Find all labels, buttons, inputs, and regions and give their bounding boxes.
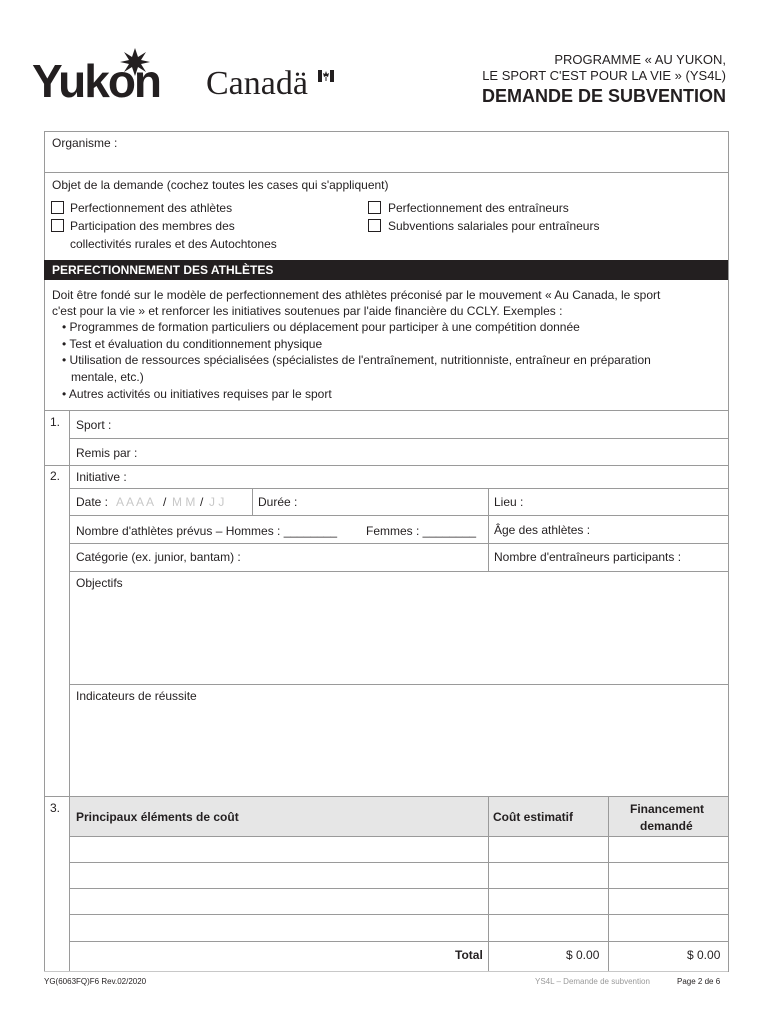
- divider: [69, 862, 728, 863]
- objectifs-textarea[interactable]: [74, 592, 726, 684]
- femmes-label: Femmes : ________: [366, 524, 477, 538]
- item2-number: 2.: [50, 469, 61, 483]
- cost-row4-demande[interactable]: [612, 917, 728, 939]
- indicateurs-label: Indicateurs de réussite: [76, 689, 197, 703]
- bullet-item: • Programmes de formation particuliers ou déplacement pour participer à une compétition donnée: [62, 320, 580, 334]
- objectifs-label: Objectifs: [76, 576, 123, 590]
- checkbox-participation-label-cont: collectivités rurales et des Autochtones: [70, 237, 277, 251]
- divider: [44, 172, 728, 173]
- program-title-line2: LE SPORT C'EST POUR LA VIE » (YS4L): [482, 68, 726, 83]
- remis-label: Remis par :: [76, 446, 138, 460]
- divider: [69, 888, 728, 889]
- initiative-label: Initiative :: [76, 470, 127, 484]
- cost-row3-demande[interactable]: [612, 891, 728, 913]
- date-label: Date :: [76, 495, 109, 509]
- checkbox-participation-label: Participation des membres des: [70, 219, 235, 233]
- divider: [69, 543, 728, 544]
- canada-flag-icon: [318, 70, 334, 82]
- checkbox-perf-entraineurs-label: Perfectionnement des entraîneurs: [388, 201, 569, 215]
- divider: [44, 465, 728, 466]
- bullet-item: • Test et évaluation du conditionnement physique: [62, 337, 323, 351]
- divider: [69, 914, 728, 915]
- checkbox-subventions-salariales[interactable]: [368, 219, 381, 232]
- initiative-input[interactable]: [136, 467, 726, 489]
- cost-row1-estimatif[interactable]: [492, 839, 608, 861]
- nombre-athletes-label: Nombre d'athlètes prévus – Hommes : ________: [76, 524, 338, 538]
- date-separator: /: [200, 495, 204, 509]
- divider: [252, 488, 253, 515]
- program-title-line1: PROGRAMME « AU YUKON,: [554, 52, 726, 67]
- cost-col-divider: [608, 797, 609, 971]
- cost-row1-demande[interactable]: [612, 839, 728, 861]
- footer-form-code: YG(6063FQ)F6 Rev.02/2020: [44, 977, 147, 986]
- categorie-label: Catégorie (ex. junior, bantam) :: [76, 550, 241, 564]
- footer-form-name: YS4L – Demande de subvention: [535, 977, 650, 986]
- remis-input[interactable]: [146, 442, 726, 466]
- bullet-item-cont: mentale, etc.): [71, 370, 144, 384]
- item1-number: 1.: [50, 415, 61, 429]
- checkbox-perf-athletes[interactable]: [51, 201, 64, 214]
- lieu-label: Lieu :: [494, 495, 524, 509]
- divider: [69, 684, 728, 685]
- date-dd-input[interactable]: J J: [209, 495, 225, 509]
- divider: [44, 410, 728, 411]
- duree-input[interactable]: [302, 490, 486, 514]
- total-demande-value[interactable]: $ 0.00: [687, 948, 721, 962]
- cost-col-divider: [488, 797, 489, 971]
- cost-row4-estimatif[interactable]: [492, 917, 608, 939]
- divider: [69, 515, 728, 516]
- divider: [69, 488, 728, 489]
- categorie-input[interactable]: [250, 546, 486, 570]
- organisme-input[interactable]: [130, 136, 724, 168]
- form-title: DEMANDE DE SUBVENTION: [481, 86, 726, 106]
- canada-wordmark: Canadä: [206, 64, 308, 108]
- intro-line2: c'est pour la vie » et renforcer les initiatives soutenues par l'aide financière du CCLY. Exemples :: [52, 304, 563, 318]
- checkbox-subventions-label: Subventions salariales pour entraîneurs: [388, 219, 600, 233]
- cost-row4-element[interactable]: [74, 917, 488, 939]
- footer-page-number: Page 2 de 6: [677, 977, 721, 986]
- cost-row2-estimatif[interactable]: [492, 865, 608, 887]
- date-separator: /: [163, 495, 167, 509]
- number-column-divider: [69, 410, 70, 971]
- item3-number: 3.: [50, 801, 61, 815]
- age-input[interactable]: [600, 518, 726, 542]
- checkbox-perf-athletes-label: Perfectionnement des athlètes: [70, 201, 233, 215]
- sport-label: Sport :: [76, 418, 112, 432]
- bullet-item: • Utilisation de ressources spécialisées (spécialistes de l'entraînement, nutritionniste, entraîneur en préparation: [62, 353, 651, 367]
- checkbox-perf-entraineurs[interactable]: [368, 201, 381, 214]
- cost-row2-element[interactable]: [74, 865, 488, 887]
- cost-row2-demande[interactable]: [612, 865, 728, 887]
- divider: [488, 488, 489, 571]
- sport-input[interactable]: [122, 414, 726, 438]
- total-estimatif-value[interactable]: $ 0.00: [566, 948, 600, 962]
- yukon-wordmark: Yukon: [32, 55, 161, 107]
- cost-row1-element[interactable]: [74, 839, 488, 861]
- divider: [69, 836, 728, 837]
- cost-row3-element[interactable]: [74, 891, 488, 913]
- yukon-logo: [32, 48, 172, 108]
- lieu-input[interactable]: [528, 490, 726, 514]
- cost-col-financement-l1: Financement: [630, 802, 705, 816]
- bullet-item: • Autres activités ou initiatives requises par le sport: [62, 387, 332, 401]
- age-label: Âge des athlètes :: [494, 523, 591, 537]
- table-bottom-rule: [44, 971, 728, 972]
- section-bar: [44, 260, 728, 280]
- divider: [69, 941, 728, 942]
- objet-label: Objet de la demande (cochez toutes les cases qui s'appliquent): [52, 178, 389, 192]
- indicateurs-textarea[interactable]: [74, 706, 726, 796]
- date-yyyy-input[interactable]: A A A A: [116, 495, 155, 509]
- total-label: Total: [455, 948, 483, 962]
- cost-row3-estimatif[interactable]: [492, 891, 608, 913]
- organisme-label: Organisme :: [52, 136, 118, 150]
- section-title: PERFECTIONNEMENT DES ATHLÈTES: [52, 263, 274, 277]
- divider: [69, 571, 728, 572]
- duree-label: Durée :: [258, 495, 298, 509]
- cost-col-financement-l2: demandé: [640, 819, 693, 833]
- entraineurs-label: Nombre d'entraîneurs participants :: [494, 550, 682, 564]
- checkbox-participation-rurales[interactable]: [51, 219, 64, 232]
- intro-line1: Doit être fondé sur le modèle de perfectionnement des athlètes préconisé par le mouvement « Au Canada, le sport: [52, 288, 661, 302]
- divider: [69, 438, 728, 439]
- cost-col-elements: Principaux éléments de coût: [76, 810, 239, 824]
- cost-col-estimatif: Coût estimatif: [493, 810, 574, 824]
- date-mm-input[interactable]: M M: [172, 495, 196, 509]
